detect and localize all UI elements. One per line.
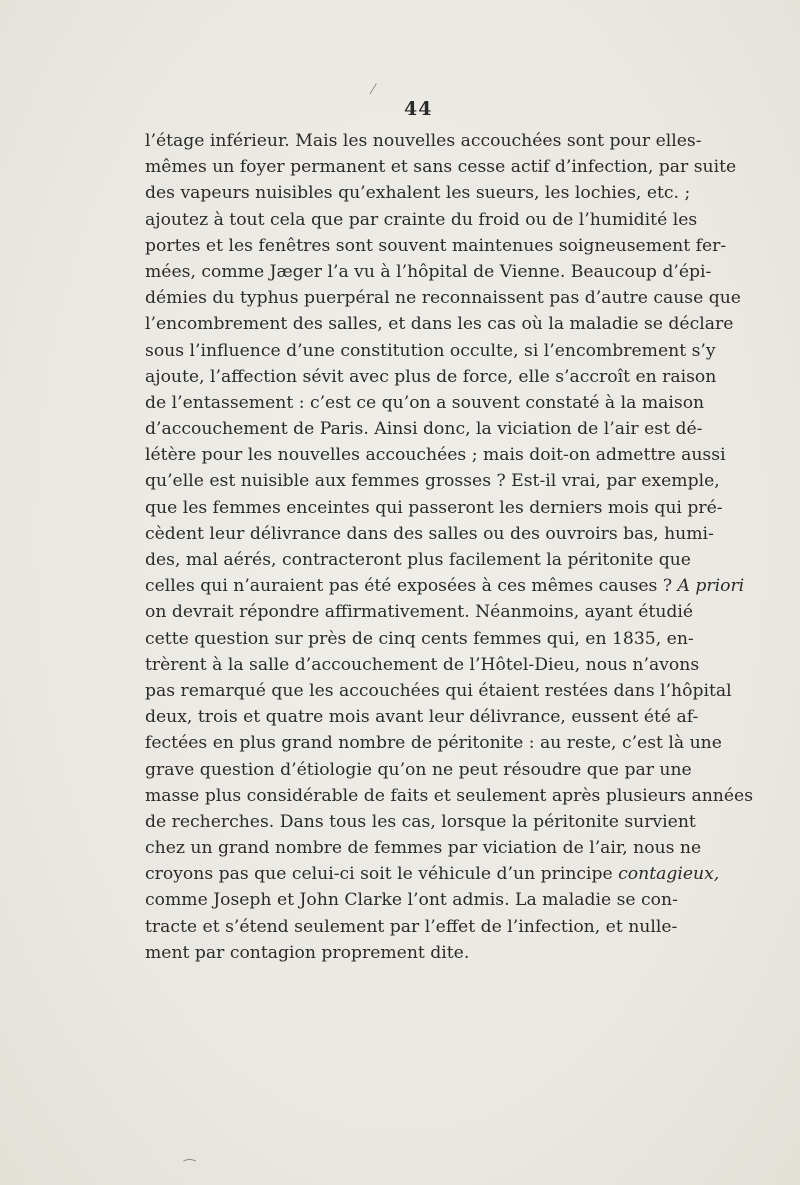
text-line: tracte et s’étend seulement par l’effet de l’infection, et nulle- bbox=[145, 916, 678, 937]
text-line: portes et les fenêtres sont souvent maintenues soigneusement fer- bbox=[145, 235, 727, 256]
text-line: démies du typhus puerpéral ne reconnaissent pas d’autre cause que bbox=[145, 288, 741, 309]
pencil-mark: ⁀ bbox=[184, 1160, 196, 1176]
text-line: comme Joseph et John Clarke l’ont admis. La maladie se con- bbox=[145, 890, 678, 911]
text-line: sous l’influence d’une constitution occulte, si l’encombrement s’y bbox=[145, 340, 716, 361]
text-line: ajoute, l’affection sévit avec plus de force, elle s’accroît en raison bbox=[145, 366, 717, 387]
text-line bbox=[145, 573, 745, 599]
text-line: d’accouchement de Paris. Ainsi donc, la viciation de l’air est dé- bbox=[145, 419, 703, 440]
text-line: que les femmes enceintes qui passeront les derniers mois qui pré- bbox=[145, 497, 723, 518]
italic-phrase: A priori bbox=[677, 576, 745, 597]
text-line bbox=[145, 861, 720, 887]
text-segment: celles qui n’auraient pas été exposées à ces mêmes causes ? bbox=[145, 576, 673, 597]
text-line: deux, trois et quatre mois avant leur délivrance, eussent été af- bbox=[145, 707, 699, 728]
italic-phrase: contagieux, bbox=[618, 864, 720, 885]
text-line: trèrent à la salle d’accouchement de l’Hôtel-Dieu, nous n’avons bbox=[145, 654, 700, 675]
text-line: de l’entassement : c’est ce qu’on a souvent constaté à la maison bbox=[145, 392, 705, 413]
text-line: des, mal aérés, contracteront plus facilement la péritonite que bbox=[145, 550, 691, 570]
text-line: cette question sur près de cinq cents femmes qui, en 1835, en- bbox=[145, 628, 694, 649]
text-line: qu’elle est nuisible aux femmes grosses ? Est-il vrai, par exemple, bbox=[145, 471, 720, 492]
pencil-mark: ⁄ bbox=[372, 82, 375, 98]
page-number: 44 bbox=[404, 98, 433, 120]
text-line: cèdent leur délivrance dans des salles ou des ouvroirs bas, humi- bbox=[145, 523, 714, 544]
text-line: de recherches. Dans tous les cas, lorsque la péritonite survient bbox=[145, 811, 696, 832]
text-line: fectées en plus grand nombre de péritonite : au reste, c’est là une bbox=[145, 733, 722, 754]
text-line: chez un grand nombre de femmes par viciation de l’air, nous ne bbox=[145, 838, 702, 859]
text-line: grave question d’étiologie qu’on ne peut résoudre que par une bbox=[145, 759, 692, 780]
text-line: ajoutez à tout cela que par crainte du froid ou de l’humidité les bbox=[145, 209, 698, 230]
text-line: létère pour les nouvelles accouchées ; mais doit-on admettre aussi bbox=[145, 445, 726, 466]
text-line: pas remarqué que les accouchées qui étaient restées dans l’hôpital bbox=[145, 680, 732, 701]
text-line: mées, comme Jæger l’a vu à l’hôpital de Vienne. Beaucoup d’épi- bbox=[145, 261, 712, 282]
text-line: masse plus considérable de faits et seulement après plusieurs années bbox=[145, 785, 754, 806]
text-segment: croyons pas que celui-ci soit le véhicule d’un principe bbox=[145, 864, 613, 885]
text-line: des vapeurs nuisibles qu’exhalent les sueurs, les lochies, etc. ; bbox=[145, 183, 691, 204]
text-line: mêmes un foyer permanent et sans cesse actif d’infection, par suite bbox=[145, 157, 737, 178]
text-line: ment par contagion proprement dite. bbox=[145, 942, 470, 963]
page-text bbox=[145, 128, 754, 966]
text-line: on devrait répondre affirmativement. Néanmoins, ayant étudié bbox=[145, 602, 694, 623]
text-line: l’étage inférieur. Mais les nouvelles accouchées sont pour elles- bbox=[145, 131, 702, 151]
text-line: l’encombrement des salles, et dans les cas où la maladie se déclare bbox=[145, 314, 734, 335]
